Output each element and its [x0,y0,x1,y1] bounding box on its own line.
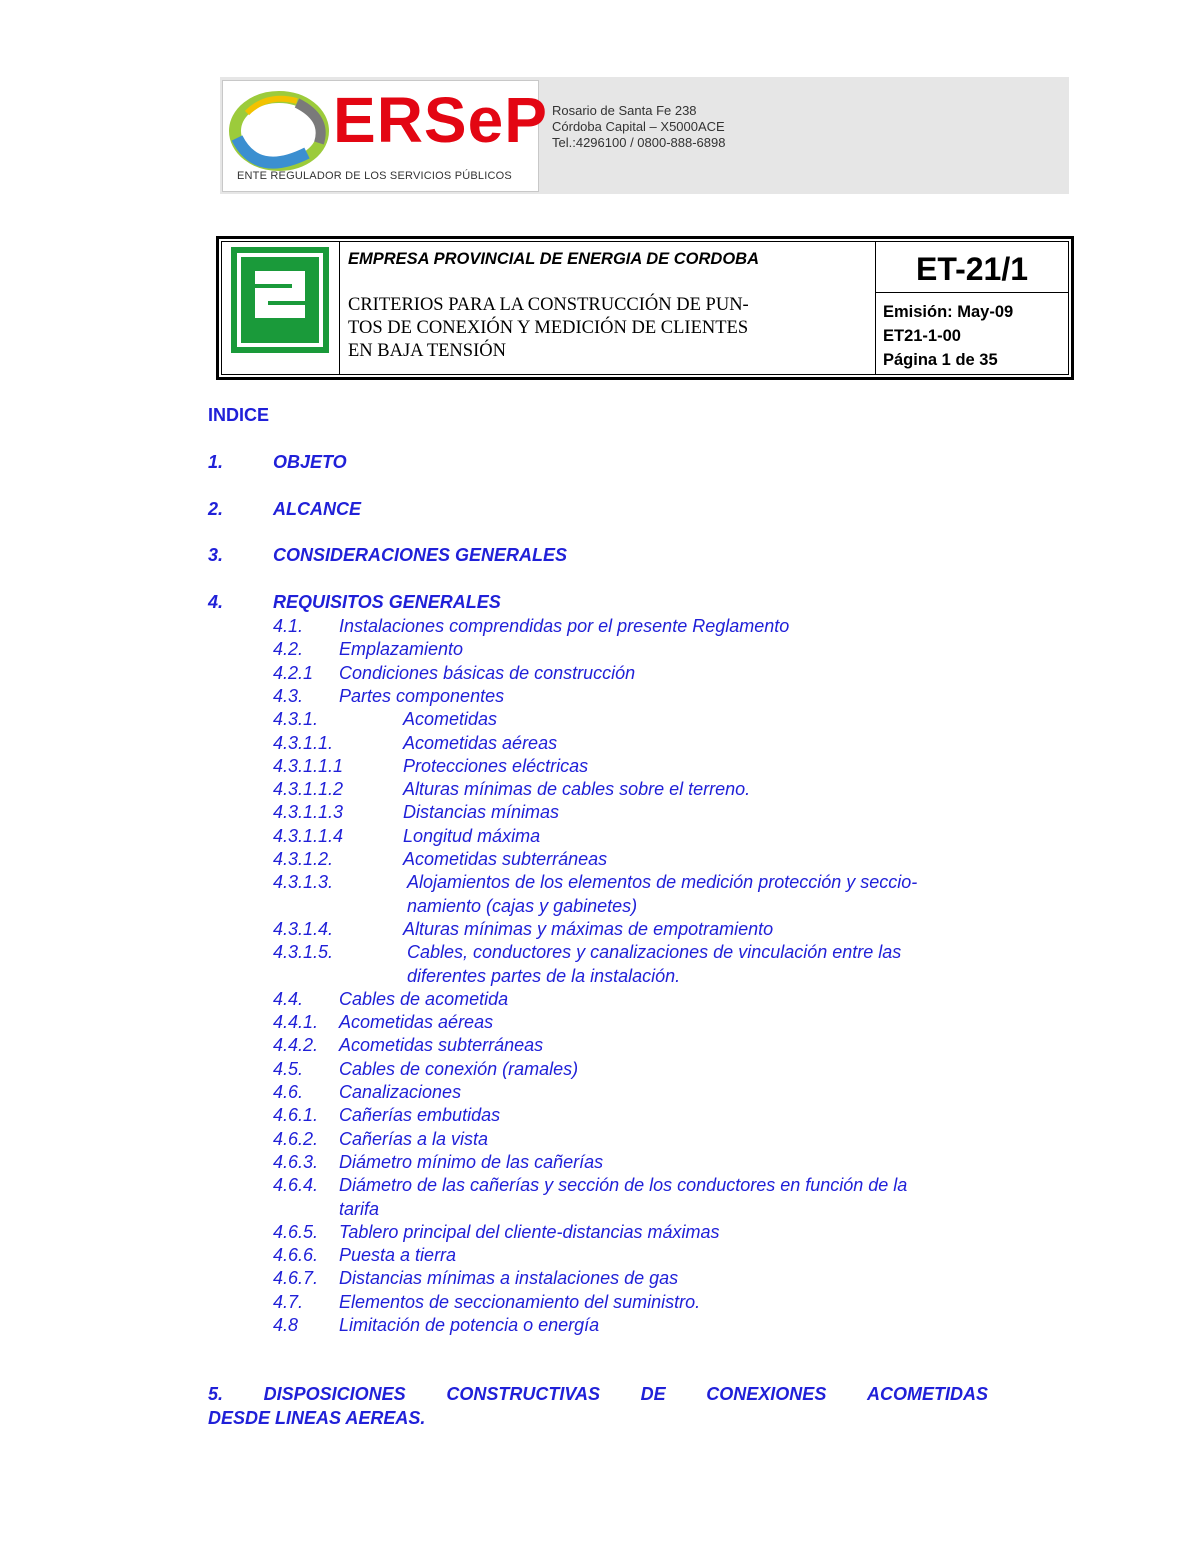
toc-item-number: 4.1. [273,616,304,636]
toc-item-link-continuation[interactable]: diferentes partes de la instalación. [407,965,681,986]
toc-item-link[interactable]: Cables de conexión (ramales) [339,1058,579,1079]
page-number: Página 1 de 35 [883,351,998,369]
toc-item-link[interactable]: Acometidas subterráneas [403,849,608,869]
emission-date: Emisión: May-09 [883,303,1014,321]
toc-item-link[interactable]: Diámetro mínimo de las cañerías [339,1151,604,1172]
toc-item-number: 4.3.1. [273,709,319,730]
toc-section-word: DE [640,1384,666,1404]
toc-section-5-line[interactable] [208,1384,988,1405]
toc-section-number: 3. [208,545,224,565]
toc-item-number: 4.3. [273,685,304,706]
document-code: ET-21/1 [876,242,1068,293]
toc-item-number: 4.3.1.1.1 [273,755,344,776]
toc-item-link[interactable]: Limitación de potencia o energía [339,1315,600,1335]
document-title-line: TOS DE CONEXIÓN Y MEDICIÓN DE CLIENTES [348,318,749,338]
toc-item-link[interactable]: Emplazamiento [339,639,464,660]
toc-item-number: 4.6.1. [273,1105,319,1126]
toc-item-number: 4.6.5. [273,1221,319,1242]
toc-item-link[interactable]: Acometidas subterráneas [339,1035,544,1056]
toc-item-link[interactable]: Cañerías a la vista [339,1128,489,1149]
toc-item-link[interactable]: Acometidas [403,709,498,730]
toc-item-number: 4.4. [273,988,304,1009]
toc-section-link[interactable]: REQUISITOS GENERALES [273,592,501,612]
toc-item-number: 4.7. [273,1291,304,1312]
toc-item-link[interactable]: Diámetro de las cañerías y sección de los conductores en función de la [339,1175,908,1196]
toc-item-number: 4.3.1.1.4 [273,825,344,846]
document-title-line: CRITERIOS PARA LA CONSTRUCCIÓN DE PUN- [348,295,749,315]
toc-item-number: 4.3.1.2. [273,849,334,869]
toc-item-link[interactable]: Tablero principal del cliente-distancias máximas [339,1221,720,1242]
toc-item-link[interactable]: Cables de acometida [339,988,509,1009]
regulator-name: ENTE REGULADOR DE LOS SERVICIOS PÚBLICOS [237,170,512,182]
toc-item-link[interactable]: Acometidas aéreas [403,732,558,753]
address-line: Rosario de Santa Fe 238 [552,103,697,118]
toc-item-link-continuation[interactable]: tarifa [339,1198,380,1219]
toc-item-number: 4.3.1.3. [273,872,334,893]
toc-item-link[interactable]: Puesta a tierra [339,1245,457,1266]
toc-item-number: 4.2.1 [273,662,314,683]
toc-item-link[interactable]: Alojamientos de los elementos de medición protección y seccio- [407,872,918,893]
toc-item-link[interactable]: Instalaciones comprendidas por el presente Reglamento [339,616,790,636]
address-line: Córdoba Capital – X5000ACE [552,119,725,134]
toc-item-number: 4.3.1.1.3 [273,802,344,823]
toc-item-number: 4.4.2. [273,1035,319,1056]
toc-item-number: 4.6.6. [273,1245,319,1266]
toc-section-link[interactable]: CONSIDERACIONES GENERALES [273,545,568,565]
toc-item-link[interactable]: Cables, conductores y canalizaciones de vinculación entre las [407,942,902,963]
toc-item-link[interactable]: Distancias mínimas [403,802,560,823]
toc-item-number: 4.3.1.1.2 [273,779,344,800]
toc-item-link[interactable]: Acometidas aéreas [339,1012,494,1033]
toc-section-link[interactable]: ALCANCE [273,499,361,519]
toc-item-number: 4.6.2. [273,1128,319,1149]
toc-item-number: 4.3.1.5. [273,942,334,963]
toc-item-number: 4.6.7. [273,1268,319,1289]
toc-section-number: 5. [208,1384,224,1404]
toc-item-link[interactable]: Alturas mínimas y máximas de empotramiento [403,918,774,939]
revision-code: ET21-1-00 [883,327,961,345]
toc-heading: INDICE [208,405,270,425]
address-line: Tel.:4296100 / 0800-888-6898 [552,135,726,150]
toc-item-link[interactable]: Elementos de seccionamiento del suministro. [339,1291,701,1312]
toc-item-link[interactable]: Condiciones básicas de construcción [339,662,636,683]
toc-item-link[interactable]: Distancias mínimas a instalaciones de gas [339,1268,679,1289]
toc-section-word: CONSTRUCTIVAS [446,1384,600,1404]
toc-item-link[interactable]: Protecciones eléctricas [403,755,589,776]
toc-item-number: 4.6. [273,1082,304,1102]
toc-section-word: CONEXIONES [706,1384,827,1404]
toc-item-link[interactable]: Longitud máxima [403,825,541,846]
toc-item-number: 4.5. [273,1058,304,1079]
toc-item-number: 4.3.1.1. [273,732,334,753]
toc-section-5-line2[interactable]: DESDE LINEAS AEREAS. [208,1408,426,1428]
toc-item-link[interactable]: Partes componentes [339,685,505,706]
toc-section-link[interactable]: OBJETO [273,452,347,472]
toc-item-number: 4.3.1.4. [273,918,334,939]
toc-item-number: 4.8 [273,1315,299,1335]
brand-name: ERSeP [333,84,548,156]
toc-item-link[interactable]: Canalizaciones [339,1082,462,1102]
toc-section-number: 4. [208,592,224,612]
toc-item-link-continuation[interactable]: namiento (cajas y gabinetes) [407,895,638,916]
toc-section-word: ACOMETIDAS [866,1384,988,1404]
toc-section-number: 2. [208,499,224,519]
toc-section-word: DISPOSICIONES [263,1384,406,1404]
company-name: EMPRESA PROVINCIAL DE ENERGIA DE CORDOBA [348,250,760,268]
toc-item-link[interactable]: Alturas mínimas de cables sobre el terreno. [403,779,751,800]
toc-item-number: 4.2. [273,639,304,660]
toc-item-link[interactable]: Cañerías embutidas [339,1105,501,1126]
document-title-line: EN BAJA TENSIÓN [348,341,506,361]
toc-item-number: 4.4.1. [273,1012,319,1033]
toc-item-number: 4.6.4. [273,1175,319,1196]
toc-section-number: 1. [208,452,224,472]
toc-item-number: 4.6.3. [273,1151,319,1172]
